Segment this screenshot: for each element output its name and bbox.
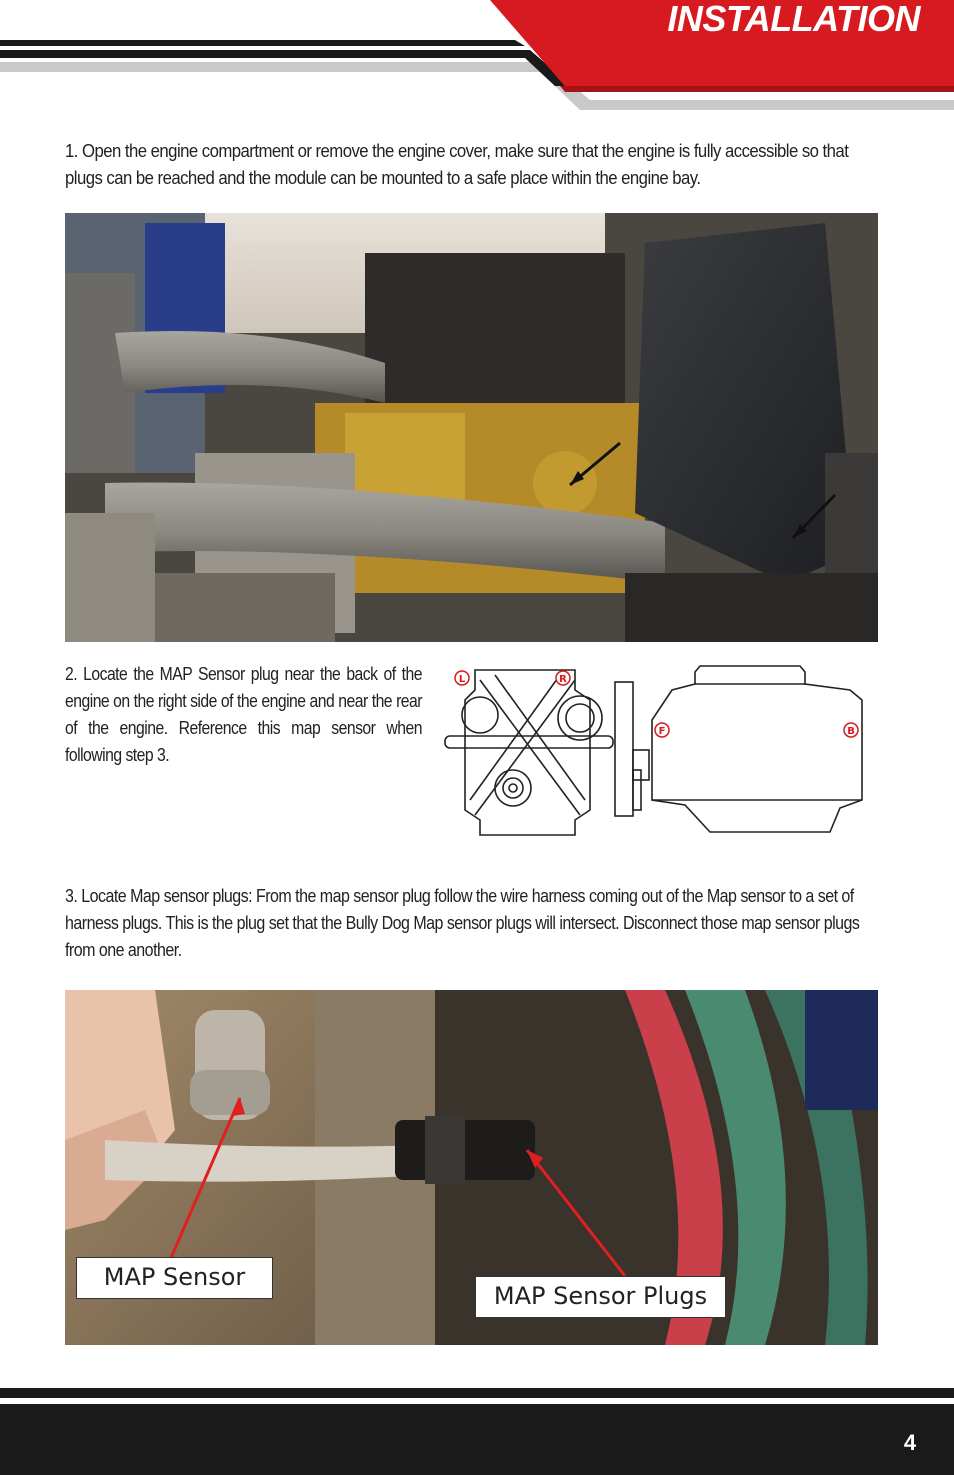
engine-orientation-diagram (440, 660, 870, 840)
section-title: INSTALLATION (667, 0, 920, 39)
diagram-label-front: F (658, 726, 666, 737)
footer-band (0, 1388, 954, 1475)
diagram-label-left: L (458, 674, 466, 685)
diagram-label-right: R (559, 674, 567, 685)
step-3-text: 3. Locate Map sensor plugs: From the map sensor plug follow the wire harness coming out of the Map sensor to a set of harness plugs. This is the plug set that the Bully Dog Map sensor plugs will intersect. Disconnect those map sensor plugs from one another. (65, 885, 860, 960)
map-sensor-callout: MAP Sensor (76, 1257, 273, 1299)
diagram-label-back: B (847, 726, 855, 737)
step-1-text: 1. Open the engine compartment or remove the engine cover, make sure that the engine is fully accessible so that plugs can be reached and the module can be mounted to a safe place within the engine bay. (65, 140, 849, 188)
page-number: 4 (903, 1430, 917, 1455)
map-sensor-plugs-callout: MAP Sensor Plugs (475, 1276, 726, 1318)
step-2-text: 2. Locate the MAP Sensor plug near the back of the engine on the right side of the engine and near the rear of the engine. Reference this map sensor when following step 3. (65, 663, 422, 765)
engine-compartment-photo (65, 213, 878, 642)
